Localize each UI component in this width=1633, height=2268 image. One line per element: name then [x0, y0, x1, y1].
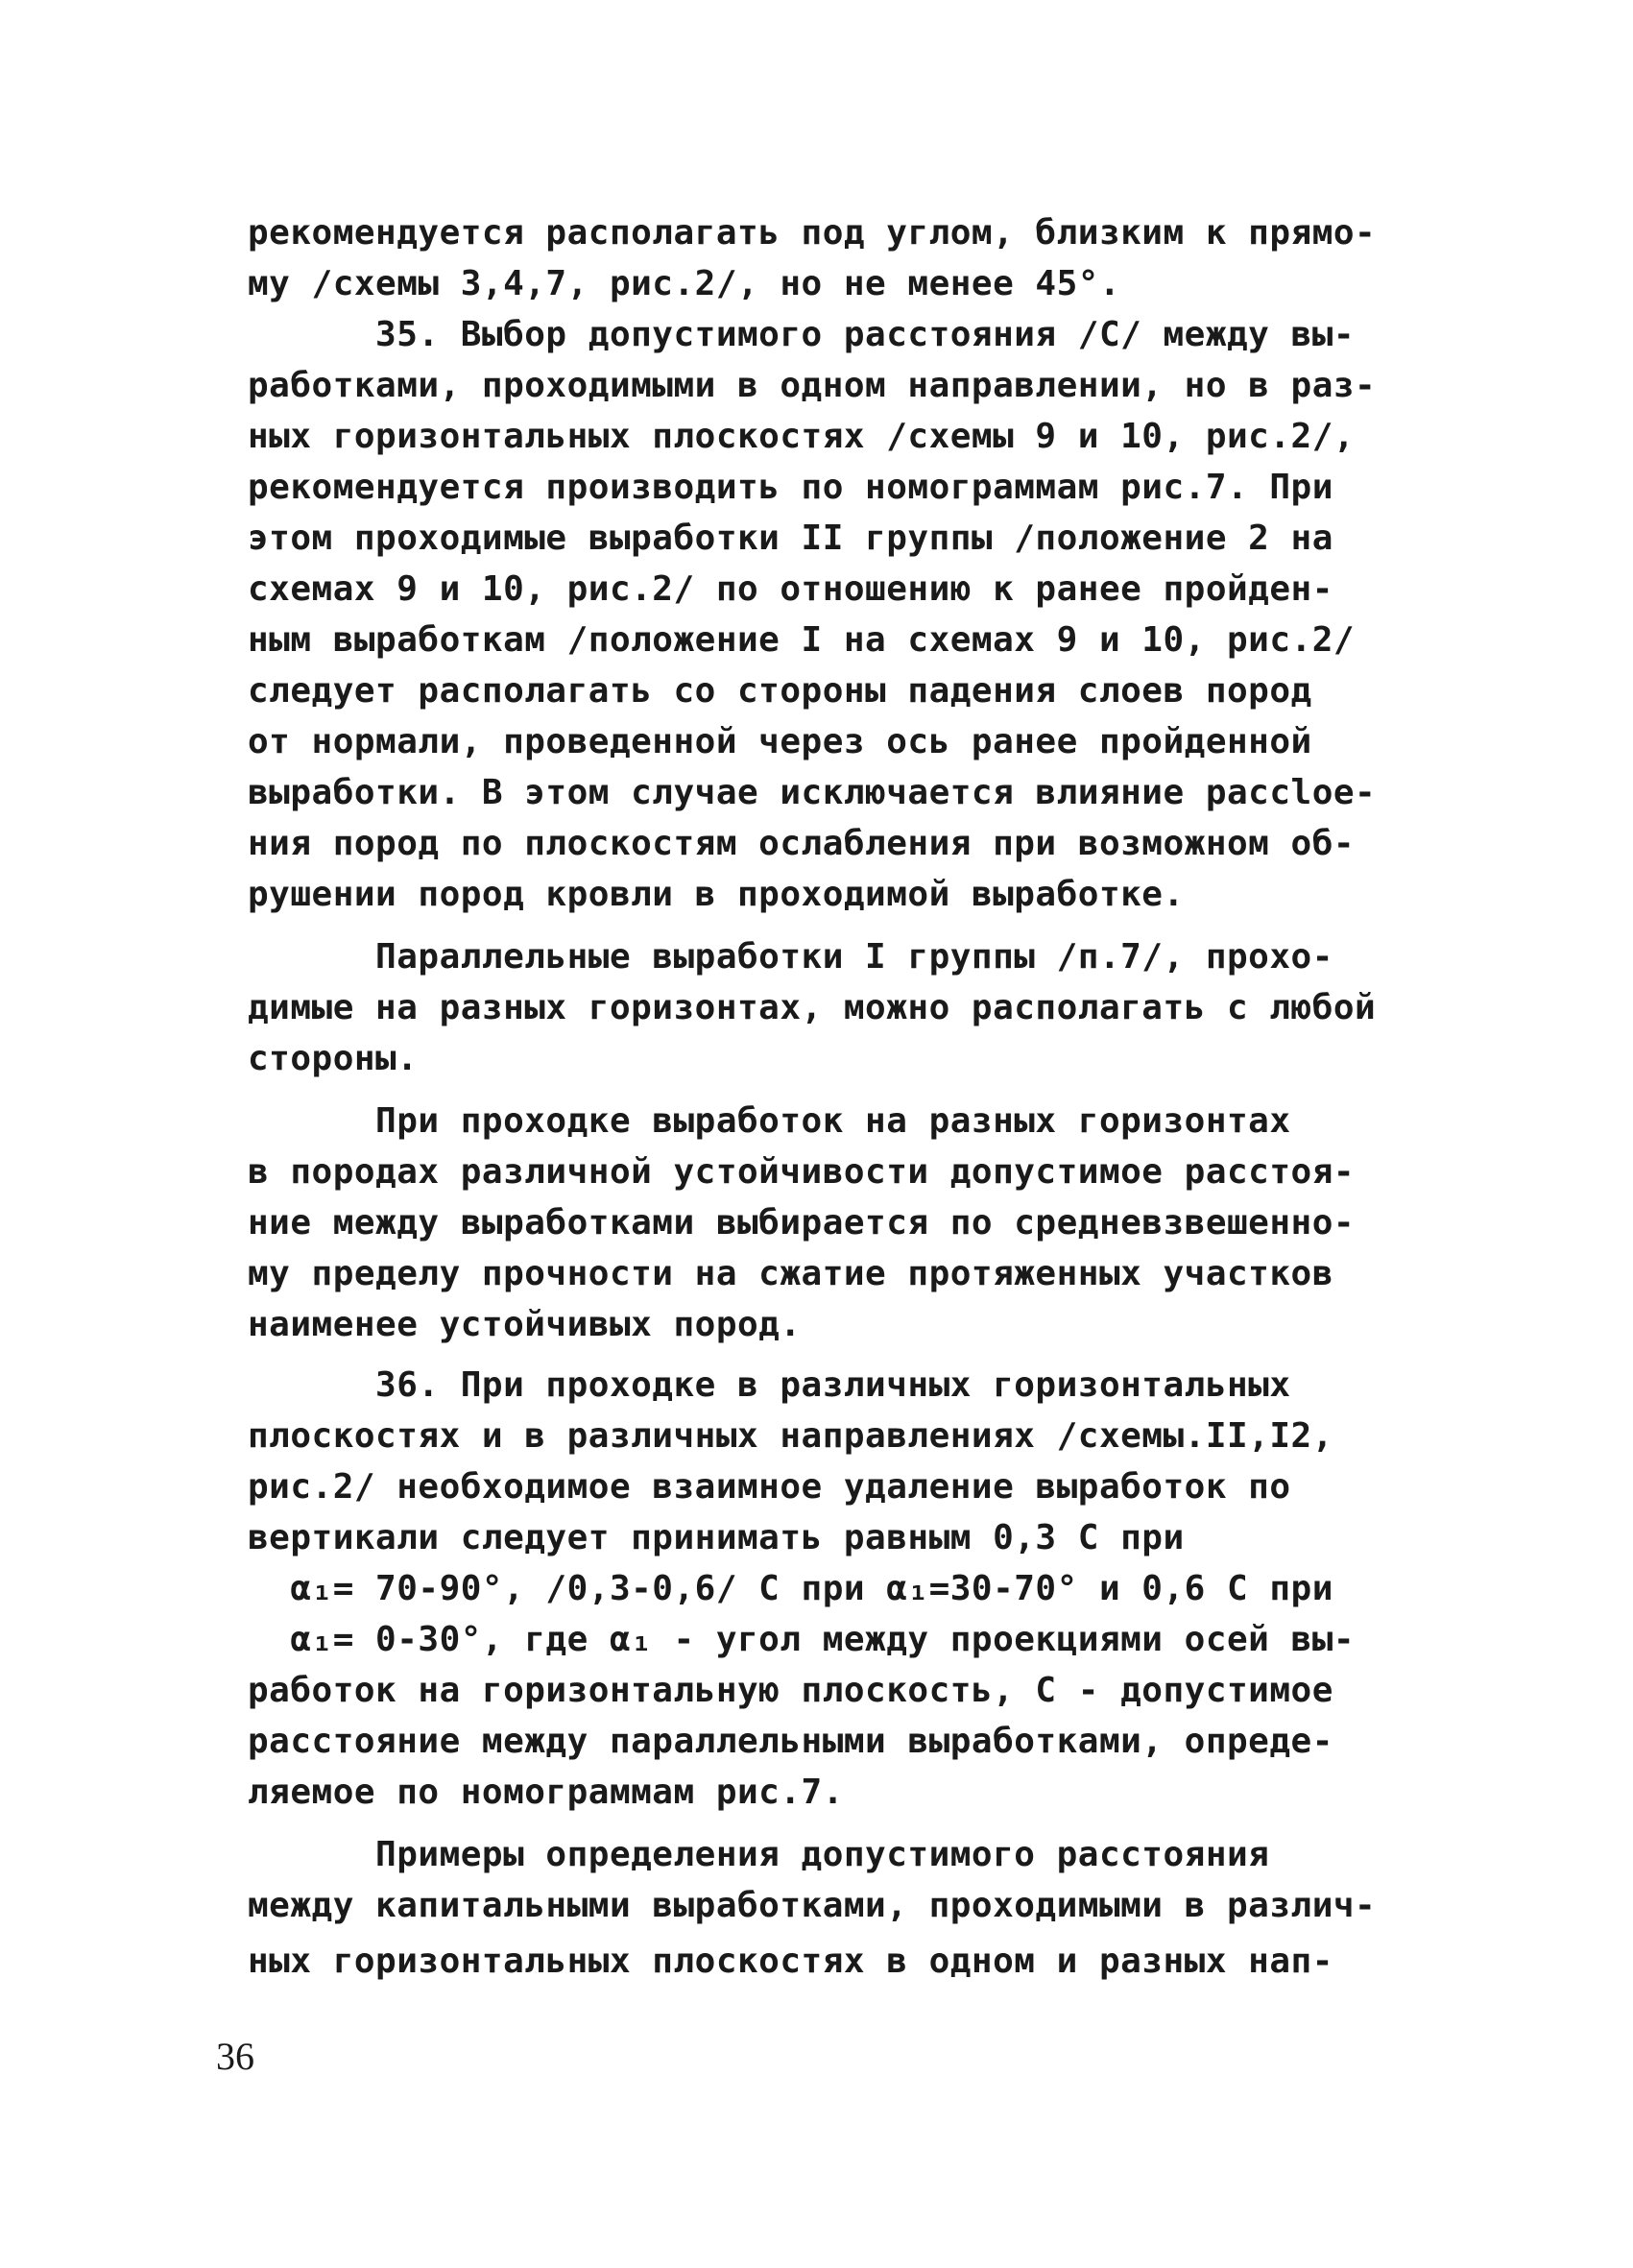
text-line-24: плоскостях и в различных направлениях /схемы.II,I2,: [248, 1416, 1333, 1456]
text-line-27: α₁= 70-90°, /0,3-0,6/ С при α₁=30-70° и 0,6 С при: [248, 1569, 1333, 1608]
text-line-14: рушении пород кровли в проходимой выработке.: [248, 875, 1185, 914]
text-line-6: рекомендуется производить по номограммам рис.7. При: [248, 468, 1333, 507]
text-line-20: ние между выработками выбирается по средневзвешенно-: [248, 1203, 1356, 1243]
text-line-18: При проходке выработок на разных горизонтах: [248, 1101, 1291, 1141]
text-line-19: в породах различной устойчивости допустимое расстоя-: [248, 1152, 1356, 1192]
text-line-16: димые на разных горизонтах, можно располагать с любой: [248, 988, 1377, 1027]
text-line-15: Параллельные выработки I группы /п.7/, прохо-: [248, 937, 1333, 977]
text-line-34: ных горизонтальных плоскостях в одном и разных нап-: [248, 1942, 1333, 1981]
text-line-9: ным выработкам /положение I на схемах 9 и 10, рис.2/: [248, 620, 1356, 660]
text-line-25: рис.2/ необходимое взаимное удаление выработок по: [248, 1467, 1291, 1507]
text-line-10: следует располагать со стороны падения слоев пород: [248, 671, 1312, 711]
text-line-13: ния пород по плоскостям ослабления при возможном об-: [248, 824, 1356, 863]
page-number: 36: [216, 2035, 254, 2078]
text-line-21: му пределу прочности на сжатие протяженных участков: [248, 1254, 1333, 1293]
text-line-8: схемах 9 и 10, рис.2/ по отношению к ранее пройден-: [248, 569, 1333, 609]
text-line-26: вертикали следует принимать равным 0,3 С при: [248, 1518, 1185, 1557]
text-line-5: ных горизонтальных плоскостях /схемы 9 и 10, рис.2/,: [248, 417, 1356, 456]
text-line-4: работками, проходимыми в одном направлении, но в раз-: [248, 366, 1377, 405]
text-line-29: работок на горизонтальную плоскость, С - допустимое: [248, 1671, 1333, 1710]
text-line-7: этом проходимые выработки II группы /положение 2 на: [248, 519, 1333, 558]
text-line-33: между капитальными выработками, проходимыми в различ-: [248, 1886, 1377, 1925]
text-line-31: ляемое по номограммам рис.7.: [248, 1773, 844, 1812]
text-line-28: α₁= 0-30°, где α₁ - угол между проекциями осей вы-: [248, 1620, 1356, 1659]
text-line-12: выработки. В этом случае исключается влияние рассloе-: [248, 773, 1377, 812]
text-line-3: 35. Выбор допустимого расстояния /С/ между вы-: [248, 315, 1356, 354]
text-line-11: от нормали, проведенной через ось ранее пройденной: [248, 722, 1312, 761]
text-line-17: стороны.: [248, 1039, 419, 1078]
text-line-30: расстояние между параллельными выработками, опреде-: [248, 1722, 1333, 1761]
text-line-32: Примеры определения допустимого расстояния: [248, 1835, 1270, 1874]
text-line-22: наименее устойчивых пород.: [248, 1305, 802, 1344]
text-line-23: 36. При проходке в различных горизонтальных: [248, 1365, 1291, 1405]
text-line-1: рекомендуется располагать под углом, близким к прямо-: [248, 213, 1377, 253]
text-line-2: му /схемы 3,4,7, рис.2/, но не менее 45°.: [248, 264, 1121, 303]
